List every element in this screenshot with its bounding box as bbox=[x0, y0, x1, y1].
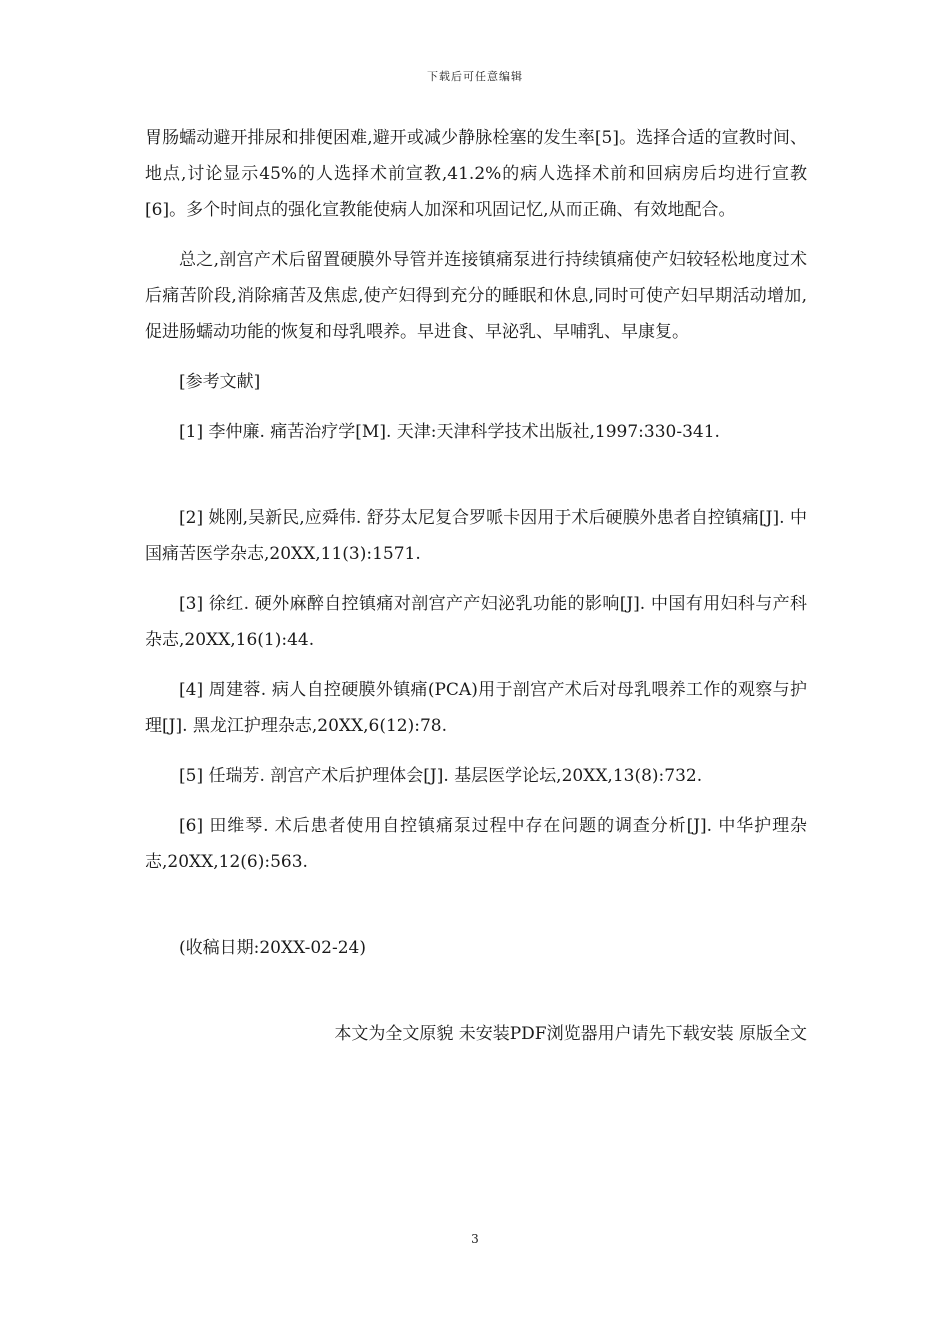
references-heading: [参考文献] bbox=[179, 372, 261, 392]
page-header: 下载后可任意编辑 bbox=[427, 70, 523, 83]
body-paragraph: 胃肠蠕动避开排尿和排便困难,避开或减少静脉栓塞的发生率[5]。选择合适的宣教时间、地点,讨论显示45%的人选择术前宣教,41.2%的病人选择术前和回病房后均进行宣教[6]。多个时间点的强化宣教能使病人加深和巩固记忆,从而正确、有效地配合。 bbox=[145, 128, 807, 220]
received-date: (收稿日期:20XX-02-24) bbox=[179, 938, 366, 958]
blank-line bbox=[145, 450, 807, 486]
body-paragraph: 总之,剖宫产术后留置硬膜外导管并连接镇痛泵进行持续镇痛使产妇较轻松地度过术后痛苦阶段,消除痛苦及焦虑,使产妇得到充分的睡眠和休息,同时可使产妇早期活动增加,促进肠蠕动功能的恢复和母乳喂养。早进食、早泌乳、早哺乳、早康复。 bbox=[145, 250, 807, 342]
reference-item: [5] 任瑞芳. 剖宫产术后护理体会[J]. 基层医学论坛,20XX,13(8):732. bbox=[179, 766, 703, 786]
blank-line bbox=[145, 880, 807, 916]
reference-item: [6] 田维琴. 术后患者使用自控镇痛泵过程中存在问题的调查分析[J]. 中华护理杂志,20XX,12(6):563. bbox=[145, 816, 807, 872]
download-note: 本文为全文原貌 未安装PDF浏览器用户请先下载安装 原版全文 bbox=[334, 1024, 807, 1044]
reference-item: [4] 周建蓉. 病人自控硬膜外镇痛(PCA)用于剖宫产术后对母乳喂养工作的观察与护理[J]. 黑龙江护理杂志,20XX,6(12):78. bbox=[145, 680, 807, 736]
reference-item: [2] 姚刚,吴新民,应舜伟. 舒芬太尼复合罗哌卡因用于术后硬膜外患者自控镇痛[J]. 中国痛苦医学杂志,20XX,11(3):1571. bbox=[145, 508, 807, 564]
reference-item: [1] 李仲廉. 痛苦治疗学[M]. 天津:天津科学技术出版社,1997:330-341. bbox=[179, 422, 720, 442]
document-body bbox=[145, 120, 807, 1052]
reference-item: [3] 徐红. 硬外麻醉自控镇痛对剖宫产产妇泌乳功能的影响[J]. 中国有用妇科与产科杂志,20XX,16(1):44. bbox=[145, 594, 807, 650]
page-number: 3 bbox=[471, 1232, 479, 1246]
